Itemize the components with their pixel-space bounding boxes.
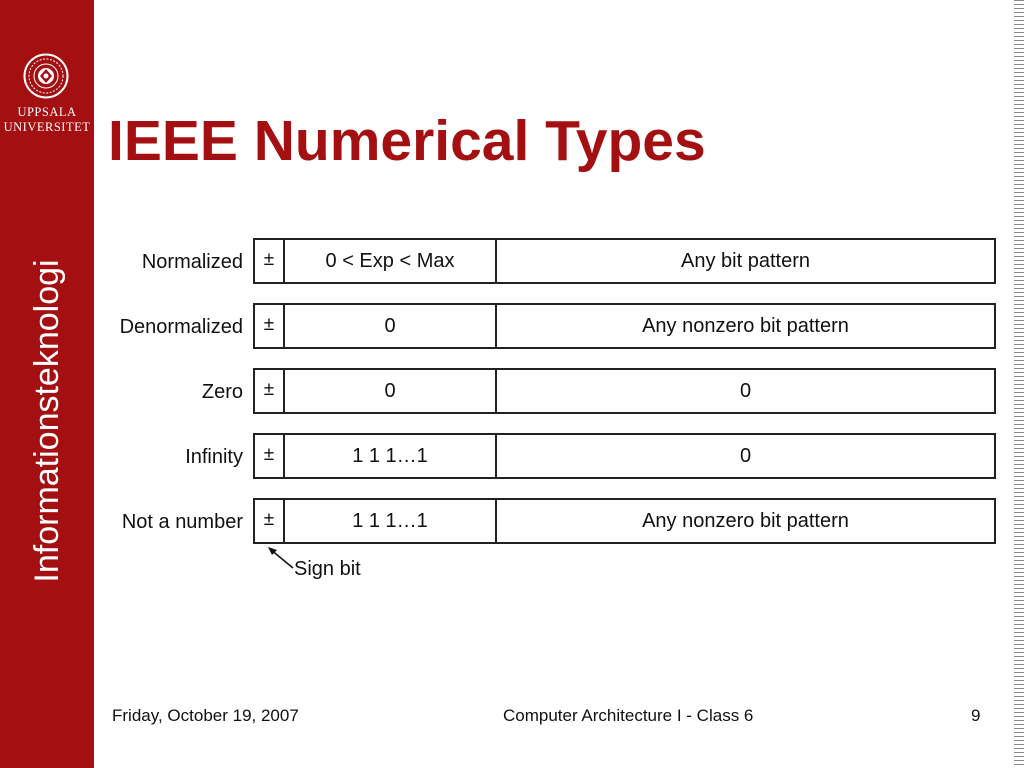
- type-label-denormalized: Denormalized: [119, 316, 243, 338]
- format-row-infinity: [253, 433, 996, 479]
- footer-date: Friday, October 19, 2007: [112, 706, 299, 725]
- department-label: Informationsteknologi: [28, 259, 66, 583]
- sidebar: [0, 0, 94, 768]
- fraction-cell: Any nonzero bit pattern: [642, 509, 849, 532]
- sign-cell: ±: [255, 370, 285, 412]
- page-number: 9: [971, 706, 981, 725]
- university-name-line-2: UNIVERSITET: [3, 120, 91, 134]
- sign-cell: ±: [255, 240, 285, 282]
- sign-bit-caption: Sign bit: [294, 558, 361, 580]
- type-label-normalized: Normalized: [141, 251, 243, 273]
- format-row-zero: [253, 368, 996, 414]
- fraction-cell: Any bit pattern: [681, 249, 810, 272]
- exponent-cell: 0: [285, 305, 497, 347]
- sign-cell: ±: [255, 305, 285, 347]
- format-row-normalized: [253, 238, 996, 284]
- exponent-cell: 0 < Exp < Max: [285, 240, 497, 282]
- decorative-edge-pattern: [1014, 0, 1024, 768]
- sign-cell: ±: [255, 500, 285, 542]
- fraction-cell: 0: [739, 379, 752, 402]
- type-label-infinity: Infinity: [185, 446, 243, 468]
- department-label-wrapper: [22, 232, 72, 610]
- exponent-cell: 1 1 1…1: [285, 500, 497, 542]
- type-label-nan: Not a number: [121, 511, 243, 533]
- slide-title: IEEE Numerical Types: [108, 109, 706, 173]
- fraction-cell: Any nonzero bit pattern: [642, 314, 849, 337]
- footer-course: Computer Architecture I - Class 6: [503, 706, 754, 725]
- type-label-zero: Zero: [201, 381, 243, 403]
- format-row-denormalized: [253, 303, 996, 349]
- exponent-cell: 1 1 1…1: [285, 435, 497, 477]
- university-seal-icon: [23, 53, 69, 99]
- exponent-cell: 0: [285, 370, 497, 412]
- sign-cell: ±: [255, 435, 285, 477]
- sign-bit-arrow-icon: [264, 544, 296, 572]
- university-name: [0, 105, 94, 135]
- fraction-cell: 0: [739, 444, 752, 467]
- university-name-line-1: UPPSALA: [17, 105, 77, 119]
- format-row-nan: [253, 498, 996, 544]
